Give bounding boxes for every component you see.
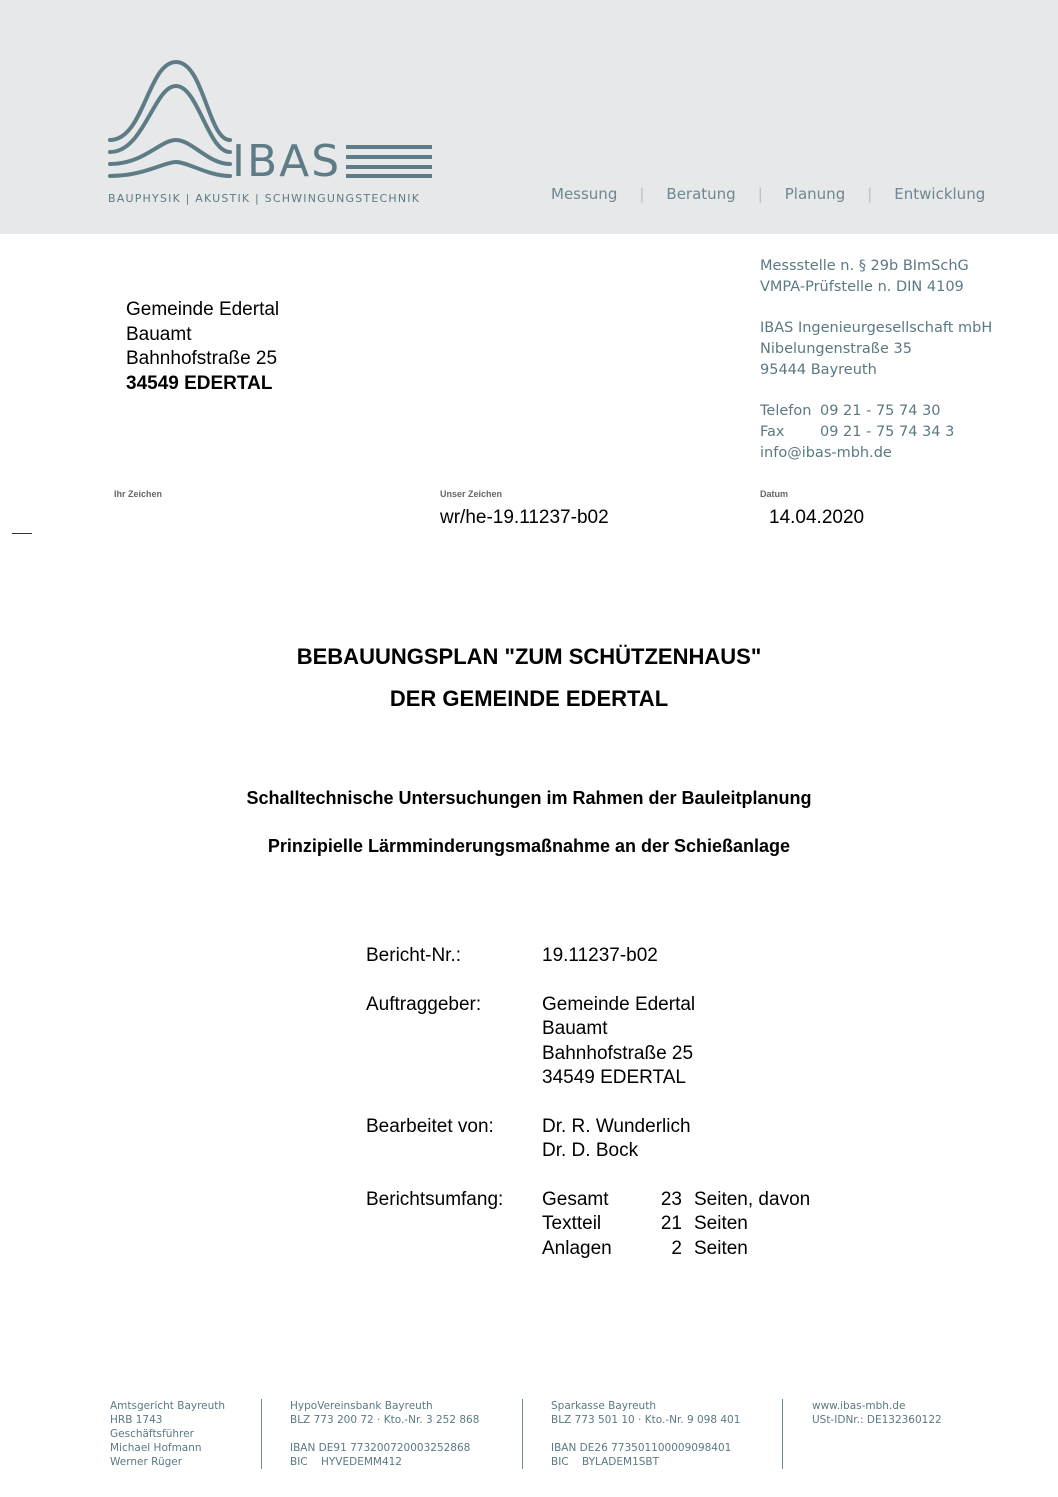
phone-label: Telefon: [760, 403, 812, 419]
footer-line: BLZ 773 200 72 · Kto.-Nr. 3 252 868: [290, 1414, 480, 1426]
document-title: BEBAUUNGSPLAN "ZUM SCHÜTZENHAUS": [296, 644, 762, 669]
footer-website-link[interactable]: www.ibas-mbh.de: [812, 1400, 906, 1412]
email-link[interactable]: info@ibas-mbh.de: [760, 445, 892, 461]
scope-unit: Seiten, davon: [694, 1188, 811, 1210]
footer-bank-hypo: [290, 1399, 479, 1469]
footer-line: BIC HYVEDEMM412: [290, 1456, 402, 1468]
ibas-wave-logo-icon: [104, 56, 234, 182]
document-subtitle-2: Prinzipielle Lärmminderungsmaßnahme an der Schießanlage: [267, 836, 791, 856]
fold-mark: [12, 533, 32, 534]
sender-contact: [760, 256, 992, 464]
datum-value: 14.04.2020: [769, 507, 865, 528]
author-name: Dr. D. Bock: [542, 1140, 639, 1161]
footer-line: HypoVereinsbank Bayreuth: [290, 1400, 433, 1412]
client-line: Bauamt: [542, 1018, 608, 1039]
recipient-line: Bauamt: [126, 323, 192, 345]
scope-item: [542, 1188, 810, 1213]
service-beratung: Beratung: [666, 185, 736, 203]
footer-divider: [522, 1399, 523, 1469]
scope-part: Textteil: [542, 1213, 602, 1234]
footer-line: IBAN DE91 773200720003252868: [290, 1442, 471, 1454]
recipient-line: Gemeinde Edertal: [126, 299, 280, 320]
footer-line: USt-IDNr.: DE132360122: [812, 1414, 942, 1426]
unser-zeichen-value: wr/he-19.11237-b02: [440, 507, 609, 528]
footer-line: Amtsgericht Bayreuth: [110, 1400, 226, 1412]
scope-item: [542, 1237, 810, 1262]
recipient-city: 34549 EDERTAL: [126, 372, 273, 394]
brand-lines-icon: [346, 144, 432, 178]
brand-tagline: BAUPHYSIK | AKUSTIK | SCHWINGUNGSTECHNIK: [108, 192, 421, 205]
client-line: Bahnhofstraße 25: [542, 1042, 694, 1064]
scope-item: [542, 1212, 810, 1237]
phone-number: 09 21 - 75 74 30: [820, 403, 941, 419]
client-line: Gemeinde Edertal: [542, 993, 696, 1015]
service-entwicklung: Entwicklung: [894, 185, 986, 203]
footer-line: BIC BYLADEM1SBT: [551, 1456, 660, 1468]
footer-web: [812, 1399, 942, 1427]
footer-register: [110, 1399, 225, 1469]
scope-part: Gesamt: [542, 1188, 609, 1210]
footer-bank-sparkasse: [551, 1399, 740, 1469]
scope-row: [366, 1188, 810, 1262]
author-row: [366, 1115, 810, 1164]
footer-divider: [782, 1399, 783, 1469]
scope-unit: Seiten: [694, 1237, 748, 1259]
scope-count: 2: [671, 1237, 682, 1259]
fax-number: 09 21 - 75 74 34 3: [820, 424, 955, 440]
separator: |: [867, 185, 873, 203]
client-label: Auftraggeber:: [366, 993, 482, 1015]
document-title-line2: DER GEMEINDE EDERTAL: [389, 686, 669, 711]
report-number-label: Bericht-Nr.:: [366, 945, 462, 966]
datum-label: Datum: [760, 489, 789, 499]
company-name: IBAS Ingenieurgesellschaft mbH: [760, 320, 993, 336]
footer: [0, 1399, 1058, 1474]
scope-label: Berichtsumfang:: [366, 1188, 504, 1210]
brand-wordmark: IBAS: [232, 136, 342, 187]
footer-line: IBAN DE26 773501100009098401: [551, 1442, 732, 1454]
cert-line: Messstelle n. § 29b BImSchG: [760, 258, 969, 274]
recipient-line: Bahnhofstraße 25: [126, 348, 278, 369]
document-subtitle: Schalltechnische Untersuchungen im Rahmen der Bauleitplanung: [246, 788, 812, 808]
footer-divider: [261, 1399, 262, 1469]
separator: |: [757, 185, 763, 203]
author-name: Dr. R. Wunderlich: [542, 1115, 691, 1137]
cert-line: VMPA-Prüfstelle n. DIN 4109: [760, 279, 964, 295]
scope-unit: Seiten: [694, 1213, 748, 1234]
report-number-row: [366, 944, 810, 969]
services-nav: [551, 185, 985, 203]
author-label: Bearbeitet von:: [366, 1115, 494, 1137]
fax-label: Fax: [760, 424, 785, 440]
service-messung: Messung: [551, 185, 618, 203]
footer-line: Michael Hofmann: [110, 1442, 202, 1454]
client-line: 34549 EDERTAL: [542, 1067, 686, 1088]
company-street: Nibelungenstraße 35: [760, 341, 912, 357]
company-city: 95444 Bayreuth: [760, 362, 877, 378]
report-number-value: 19.11237-b02: [542, 945, 658, 966]
scope-part: Anlagen: [542, 1237, 612, 1259]
footer-line: Werner Rüger: [110, 1456, 183, 1468]
ihr-zeichen-label: Ihr Zeichen: [114, 489, 163, 499]
scope-count: 23: [660, 1188, 682, 1210]
recipient-address: [126, 298, 279, 396]
unser-zeichen-label: Unser Zeichen: [440, 489, 503, 499]
separator: |: [639, 185, 645, 203]
service-planung: Planung: [784, 185, 846, 203]
scope-count: 21: [660, 1213, 682, 1234]
footer-line: HRB 1743: [110, 1414, 163, 1426]
client-row: [366, 993, 810, 1091]
footer-line: Sparkasse Bayreuth: [551, 1400, 656, 1412]
footer-line: Geschäftsführer: [110, 1428, 194, 1440]
footer-line: BLZ 773 501 10 · Kto.-Nr. 9 098 401: [551, 1414, 741, 1426]
report-info: [366, 944, 810, 1285]
